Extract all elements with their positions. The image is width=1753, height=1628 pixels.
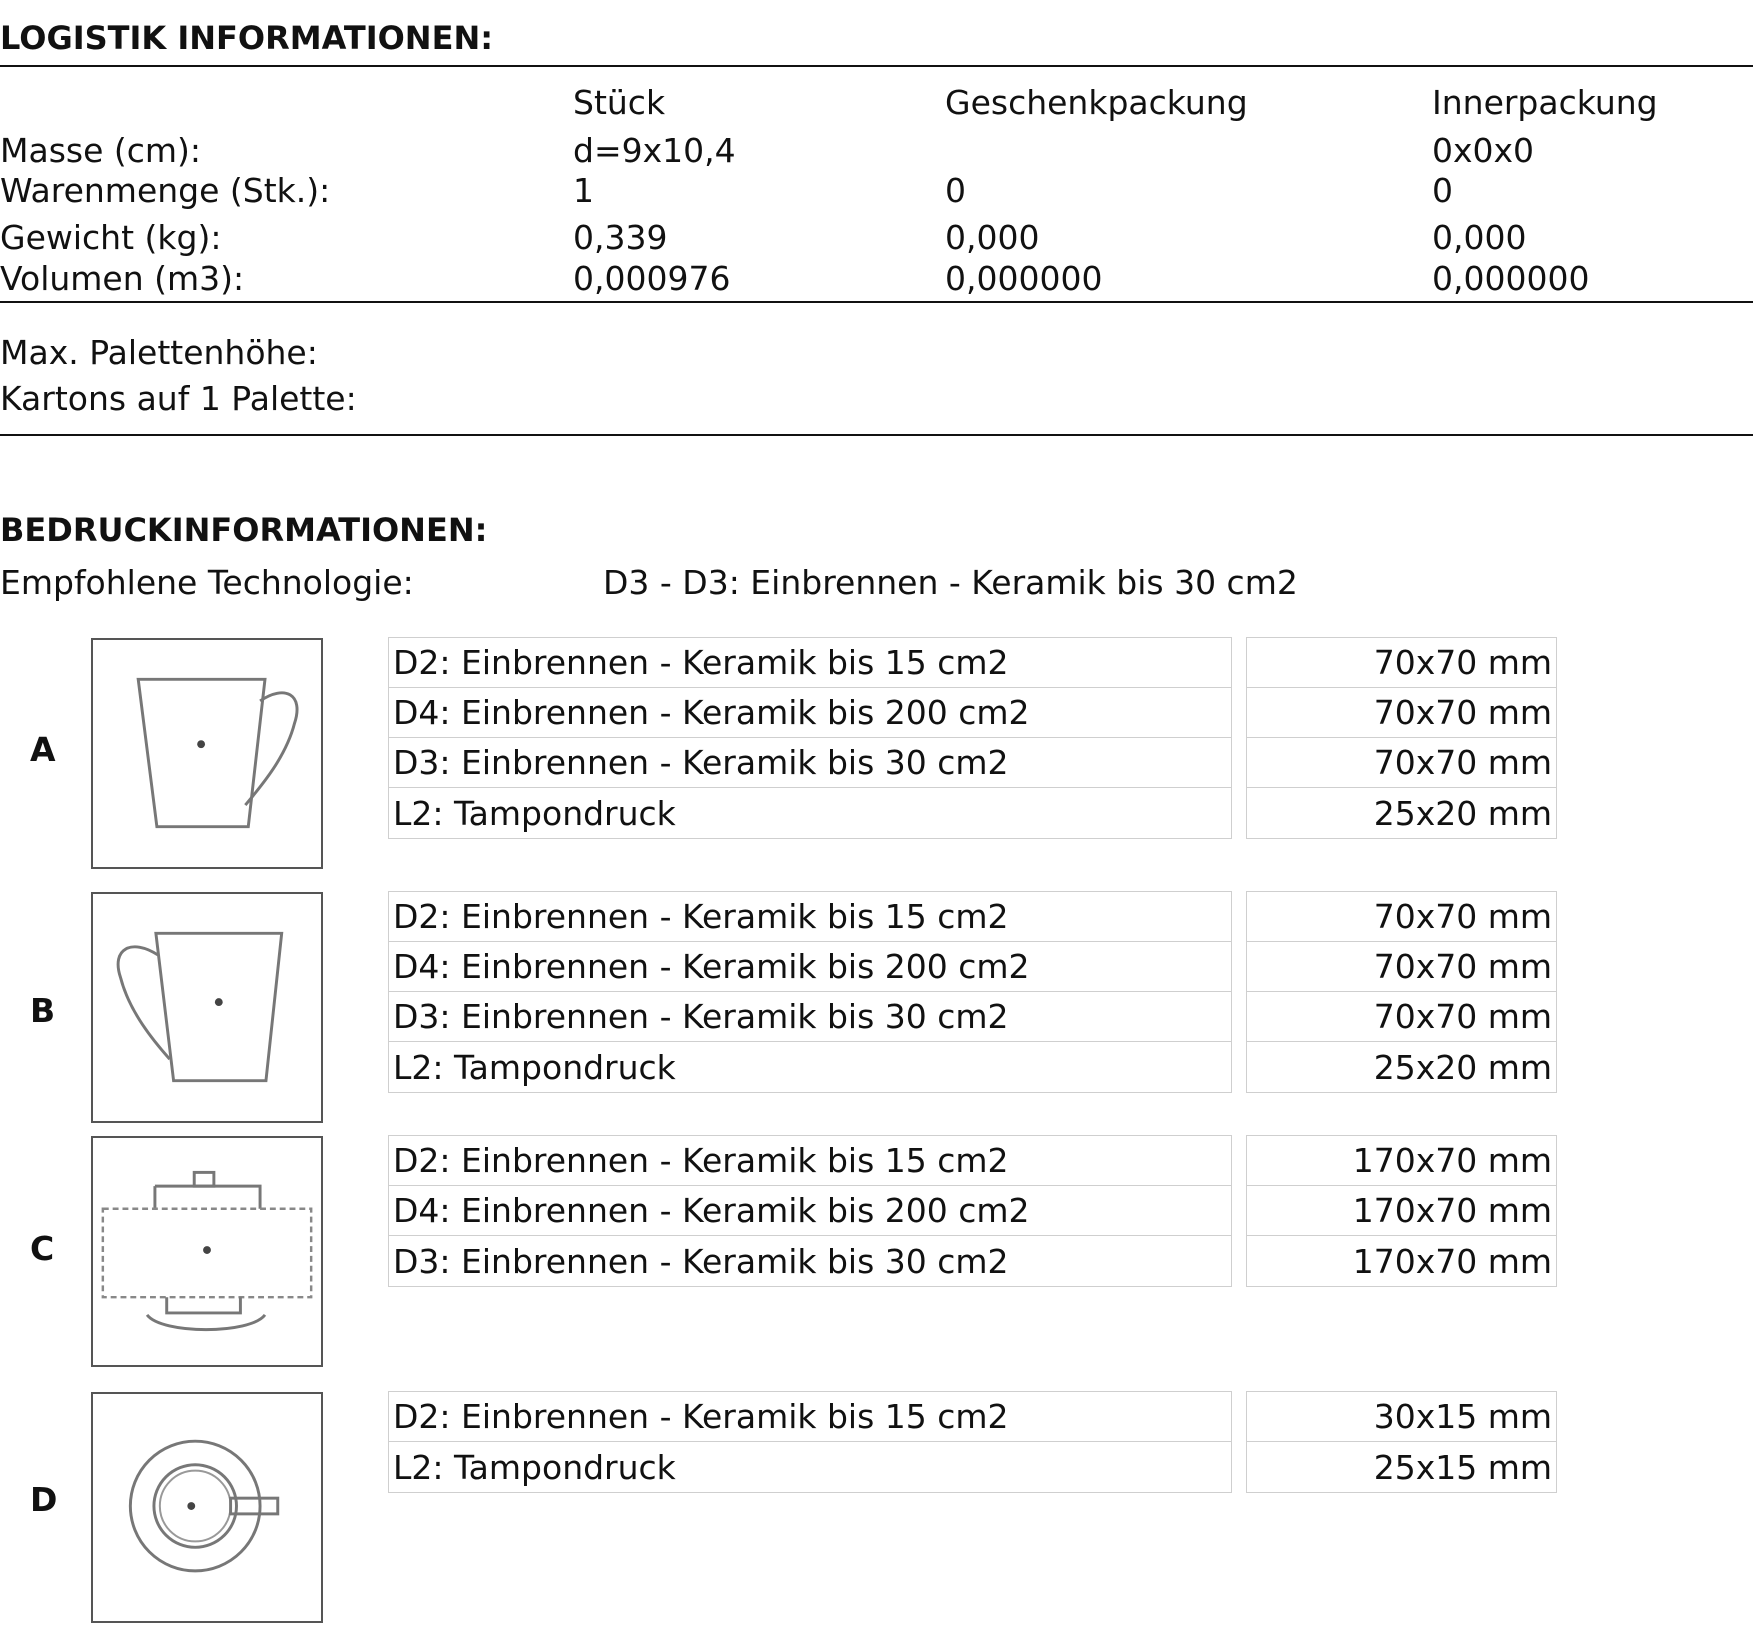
position-letter-d: D: [30, 1480, 58, 1519]
quantity-gift-box: 0: [945, 171, 966, 210]
table-row: 170x70 mm: [1247, 1136, 1556, 1186]
table-row: 70x70 mm: [1247, 688, 1556, 738]
technique-table-d: [388, 1391, 1232, 1493]
table-row: D3: Einbrennen - Keramik bis 30 cm2: [393, 1241, 1009, 1281]
size-table-c: [1246, 1135, 1557, 1287]
mug-side-view-handle-right-icon: [91, 638, 323, 869]
table-row: D3: Einbrennen - Keramik bis 30 cm2: [389, 992, 1231, 1042]
column-header-piece: Stück: [573, 83, 666, 122]
divider: [0, 434, 1753, 436]
table-row: 30x15 mm: [1247, 1392, 1556, 1442]
row-label-volume: Volumen (m3):: [0, 259, 245, 298]
table-row: 70x70 mm: [1247, 738, 1556, 788]
position-letter-c: C: [30, 1229, 55, 1268]
table-row: 25x20 mm: [1373, 1047, 1552, 1087]
row-label-quantity: Warenmenge (Stk.):: [0, 171, 331, 210]
table-row: 70x70 mm: [1247, 638, 1556, 688]
mug-side-view-handle-left-icon: [91, 892, 323, 1123]
table-row: L2: Tampondruck: [393, 1447, 676, 1487]
pallet-height-label: Max. Palettenhöhe:: [0, 333, 318, 372]
divider: [0, 65, 1753, 67]
table-row: 25x20 mm: [1373, 793, 1552, 833]
quantity-piece: 1: [573, 171, 594, 210]
table-row: D2: Einbrennen - Keramik bis 15 cm2: [389, 638, 1231, 688]
table-row: D2: Einbrennen - Keramik bis 15 cm2: [389, 1136, 1231, 1186]
weight-inner-box: 0,000: [1432, 218, 1527, 257]
table-row: 25x15 mm: [1373, 1447, 1552, 1487]
size-table-d: [1246, 1391, 1557, 1493]
position-letter-a: A: [30, 730, 56, 769]
table-row: 170x70 mm: [1352, 1241, 1552, 1281]
weight-gift-box: 0,000: [945, 218, 1040, 257]
size-table-b: [1246, 891, 1557, 1093]
column-header-gift-box: Geschenkpackung: [945, 83, 1248, 122]
size-table-a: [1246, 637, 1557, 839]
mug-top-view-icon: [91, 1392, 323, 1623]
dimensions-inner-box: 0x0x0: [1432, 131, 1535, 170]
table-row: D4: Einbrennen - Keramik bis 200 cm2: [389, 688, 1231, 738]
quantity-inner-box: 0: [1432, 171, 1453, 210]
row-label-dimensions: Masse (cm):: [0, 131, 202, 170]
logistics-heading: LOGISTIK INFORMATIONEN:: [0, 19, 494, 57]
table-row: D2: Einbrennen - Keramik bis 15 cm2: [389, 1392, 1231, 1442]
dimensions-piece: d=9x10,4: [573, 131, 736, 170]
weight-piece: 0,339: [573, 218, 668, 257]
table-row: L2: Tampondruck: [393, 1047, 676, 1087]
recommended-technology-label: Empfohlene Technologie:: [0, 563, 414, 602]
table-row: D4: Einbrennen - Keramik bis 200 cm2: [389, 1186, 1231, 1236]
volume-piece: 0,000976: [573, 259, 731, 298]
table-row: D3: Einbrennen - Keramik bis 30 cm2: [389, 738, 1231, 788]
table-row: 70x70 mm: [1247, 942, 1556, 992]
mug-wrap-area-icon: [91, 1136, 323, 1367]
technique-table-b: [388, 891, 1232, 1093]
divider: [0, 301, 1753, 303]
position-letter-b: B: [30, 991, 56, 1030]
table-row: 70x70 mm: [1247, 892, 1556, 942]
recommended-technology-value: D3 - D3: Einbrennen - Keramik bis 30 cm2: [603, 563, 1298, 602]
cartons-per-pallet-label: Kartons auf 1 Palette:: [0, 379, 357, 418]
volume-gift-box: 0,000000: [945, 259, 1103, 298]
technique-table-c: [388, 1135, 1232, 1287]
row-label-weight: Gewicht (kg):: [0, 218, 222, 257]
technique-table-a: [388, 637, 1232, 839]
table-row: L2: Tampondruck: [393, 793, 676, 833]
column-header-inner-box: Innerpackung: [1432, 83, 1658, 122]
table-row: 70x70 mm: [1247, 992, 1556, 1042]
table-row: 170x70 mm: [1247, 1186, 1556, 1236]
table-row: D4: Einbrennen - Keramik bis 200 cm2: [389, 942, 1231, 992]
table-row: D2: Einbrennen - Keramik bis 15 cm2: [389, 892, 1231, 942]
printing-heading: BEDRUCKINFORMATIONEN:: [0, 511, 488, 549]
volume-inner-box: 0,000000: [1432, 259, 1590, 298]
